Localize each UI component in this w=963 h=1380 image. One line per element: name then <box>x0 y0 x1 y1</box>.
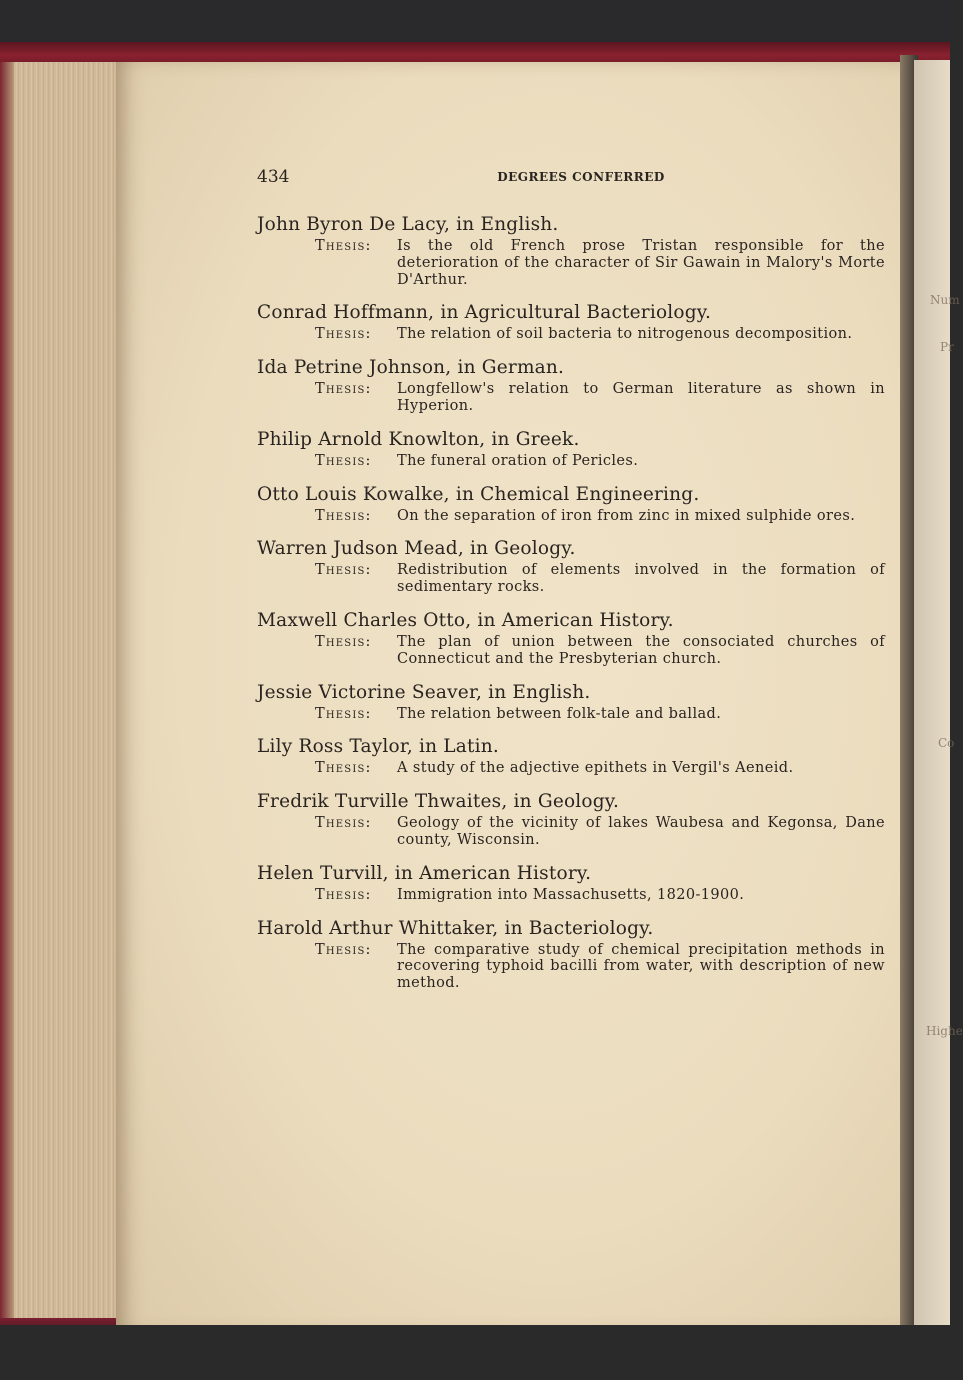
recipient-name: Harold Arthur Whittaker, in Bacteriology. <box>257 917 654 939</box>
thesis-line <box>257 326 885 343</box>
thesis-title: Longfellow's relation to German literature as shown in Hyperion. <box>397 381 885 414</box>
thesis-line <box>257 562 885 596</box>
adjacent-page-fragment: Co <box>938 736 955 750</box>
page-stack <box>0 62 122 1324</box>
degree-entry <box>257 537 885 596</box>
thesis-line <box>257 887 885 904</box>
thesis-title: On the separation of iron from zinc in mixed sulphide ores. <box>397 507 856 524</box>
thesis-line <box>257 815 885 849</box>
degree-list <box>257 213 885 1005</box>
recipient-name: Conrad Hoffmann, in Agricultural Bacteriology. <box>257 302 712 324</box>
degree-entry <box>257 609 885 668</box>
thesis-label: Thesis: <box>315 562 372 579</box>
recipient-name: Otto Louis Kowalke, in Chemical Engineering. <box>257 483 700 505</box>
adjacent-page-fragment: Pr <box>940 340 954 354</box>
thesis-line <box>257 760 885 777</box>
thesis-line <box>257 238 885 288</box>
recipient-name: Philip Arnold Knowlton, in Greek. <box>257 428 580 450</box>
page-number: 434 <box>257 167 290 187</box>
degree-entry <box>257 483 885 525</box>
recipient-name: Jessie Victorine Seaver, in English. <box>257 681 591 703</box>
thesis-title: The plan of union between the consociated churches of Connecticut and the Presbyterian church. <box>397 633 885 667</box>
recipient-name: Lily Ross Taylor, in Latin. <box>257 736 499 758</box>
recipient-name: Fredrik Turville Thwaites, in Geology. <box>257 791 620 813</box>
thesis-line <box>257 634 885 668</box>
thesis-title: A study of the adjective epithets in Vergil's Aeneid. <box>397 760 794 777</box>
thesis-title: Is the old French prose Tristan responsible for the deterioration of the character of Sir Gawain in Malory's Morte D'Arthur. <box>397 238 885 288</box>
thesis-label: Thesis: <box>315 941 372 958</box>
thesis-label: Thesis: <box>315 507 372 524</box>
thesis-label: Thesis: <box>315 705 372 722</box>
degree-entry <box>257 735 885 777</box>
running-head: DEGREES CONFERRED <box>497 170 665 184</box>
thesis-label: Thesis: <box>315 815 372 832</box>
thesis-label: Thesis: <box>315 238 372 254</box>
recipient-name: Helen Turvill, in American History. <box>257 862 592 884</box>
recipient-name: Maxwell Charles Otto, in American History. <box>257 609 674 631</box>
thesis-label: Thesis: <box>315 381 372 398</box>
thesis-line <box>257 381 885 415</box>
recipient-name: John Byron De Lacy, in English. <box>257 214 559 235</box>
recipient-name: Warren Judson Mead, in Geology. <box>257 538 576 560</box>
background-bottom <box>0 1325 950 1380</box>
degree-entry <box>257 917 885 992</box>
thesis-title: The comparative study of chemical precipitation methods in recovering typhoid bacilli from water, with description of new method. <box>397 941 885 992</box>
degree-entry <box>257 213 885 288</box>
thesis-title: Redistribution of elements involved in the formation of sedimentary rocks. <box>397 562 885 596</box>
thesis-title: The relation between folk-tale and ballad. <box>397 705 722 722</box>
thesis-label: Thesis: <box>315 886 372 903</box>
degree-entry <box>257 301 885 343</box>
recipient-name: Ida Petrine Johnson, in German. <box>257 357 565 379</box>
page-header <box>257 167 885 189</box>
thesis-title: Immigration into Massachusetts, 1820-1900. <box>397 886 745 903</box>
thesis-label: Thesis: <box>315 326 372 343</box>
cover-spine-edge <box>0 62 14 1324</box>
degree-entry <box>257 862 885 904</box>
thesis-line <box>257 706 885 723</box>
thesis-label: Thesis: <box>315 452 372 469</box>
degree-entry <box>257 681 885 723</box>
thesis-line <box>257 453 885 470</box>
thesis-label: Thesis: <box>315 760 372 777</box>
adjacent-page <box>914 60 963 1330</box>
thesis-title: The funeral oration of Pericles. <box>397 452 639 469</box>
thesis-line <box>257 508 885 525</box>
degree-entry <box>257 790 885 849</box>
adjacent-page-fragment: Highe <box>926 1024 963 1038</box>
degree-entry <box>257 356 885 415</box>
adjacent-page-fragment: Num <box>930 293 960 307</box>
degree-entry <box>257 428 885 470</box>
thesis-line <box>257 942 885 992</box>
thesis-label: Thesis: <box>315 633 372 650</box>
thesis-title: The relation of soil bacteria to nitrogenous decomposition. <box>397 326 853 343</box>
thesis-title: Geology of the vicinity of lakes Waubesa and Kegonsa, Dane county, Wisconsin. <box>397 815 885 848</box>
